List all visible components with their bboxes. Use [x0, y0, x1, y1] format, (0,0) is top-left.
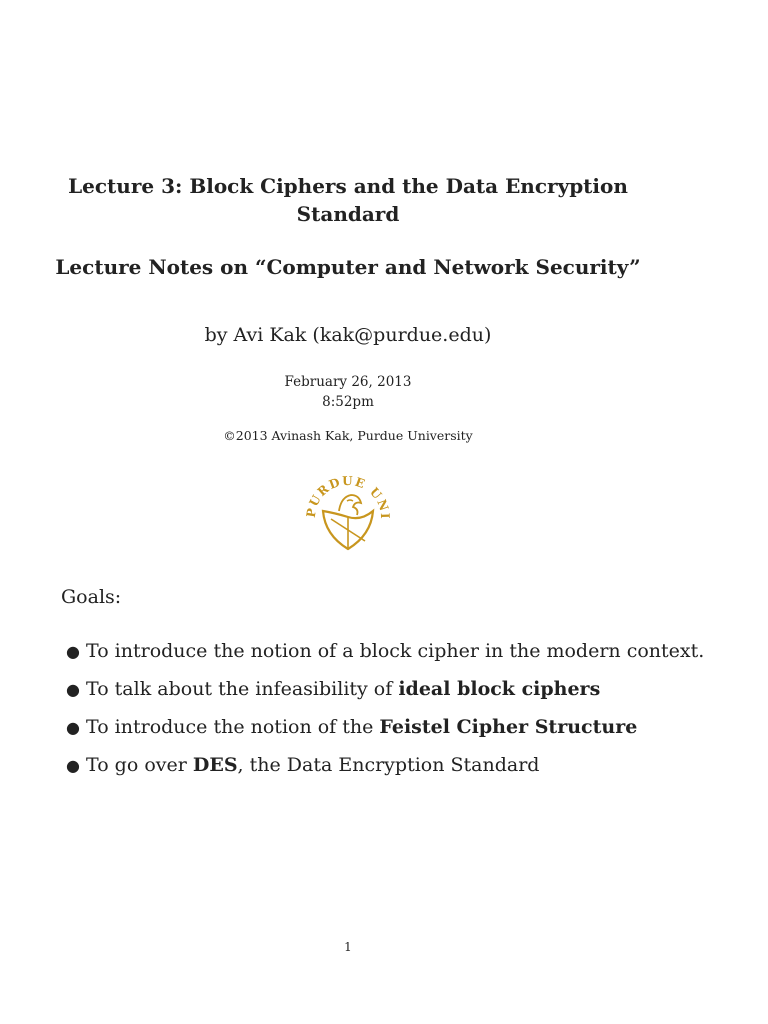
goal-item [66, 752, 746, 790]
goal-item [66, 714, 746, 752]
goal-text: To go over [86, 754, 193, 776]
bullet-icon: ● [66, 756, 80, 775]
goal-bold-text: Feistel Cipher Structure [379, 716, 638, 738]
author-line: by Avi Kak (kak@purdue.edu) [204, 324, 492, 346]
page-number: 1 [344, 940, 352, 954]
purdue-seal-logo [301, 471, 395, 565]
goals-list [66, 638, 746, 790]
goal-text: To introduce the notion of the [86, 716, 380, 738]
purdue-seal-icon [301, 471, 395, 565]
goal-item [66, 676, 746, 714]
lecture-subtitle: Lecture Notes on “Computer and Network Security” [55, 255, 641, 279]
goal-text: To talk about the infeasibility of [86, 678, 399, 700]
date-text: February 26, 2013 [284, 374, 412, 390]
goal-item [66, 638, 746, 676]
bullet-icon: ● [66, 680, 80, 699]
goal-text-after: , the Data Encryption Standard [237, 754, 540, 776]
bullet-icon: ● [66, 718, 80, 737]
svg-text:PURDUE UNIVERSITY: PURDUE UNI [303, 473, 393, 521]
goal-bold-text: DES [192, 754, 238, 776]
time-text: 8:52pm [322, 394, 374, 410]
goals-heading: Goals: [61, 586, 122, 608]
copyright-text: ©2013 Avinash Kak, Purdue University [223, 428, 473, 443]
bullet-icon: ● [66, 642, 80, 661]
goal-text: To introduce the notion of a block cipher in the modern context. [86, 640, 705, 662]
goal-bold-text: ideal block ciphers [398, 678, 601, 700]
lecture-title: Lecture 3: Block Ciphers and the Data Encryption Standard [68, 174, 628, 226]
